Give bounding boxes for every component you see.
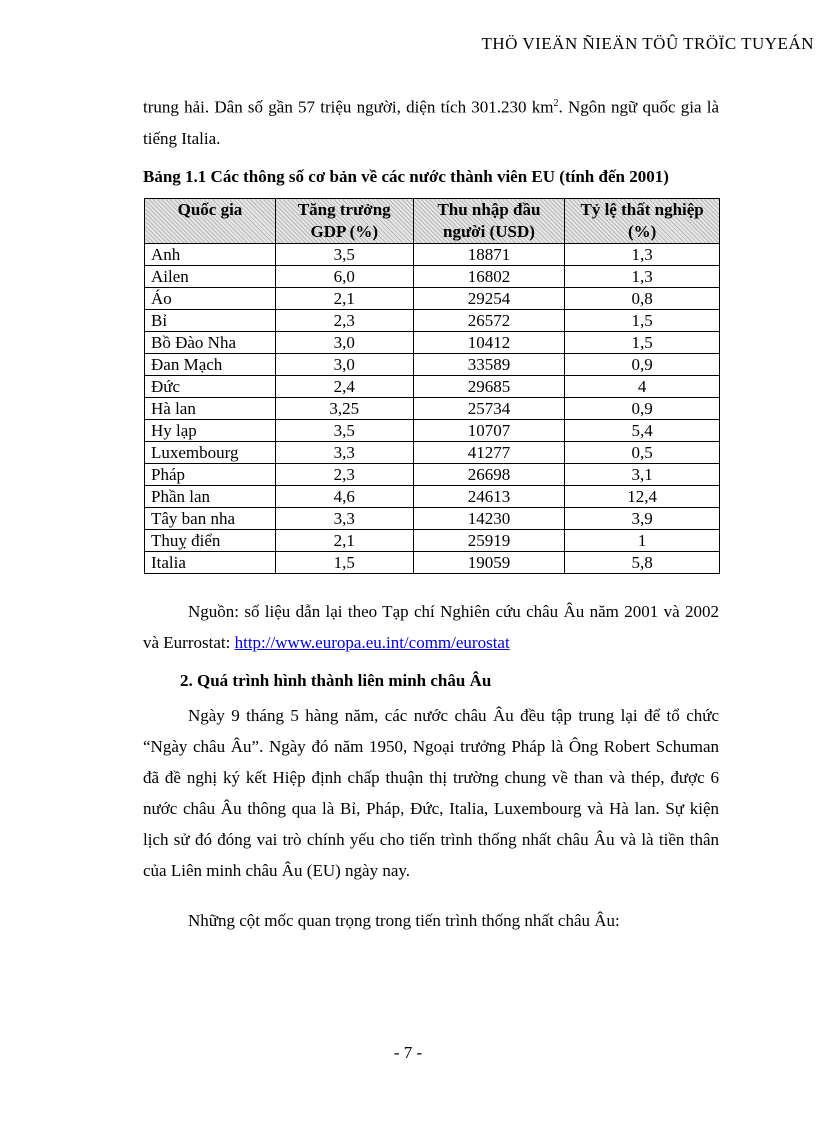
cell-unemployment: 4 bbox=[565, 376, 720, 398]
page-header: THÖ VIEÄN ÑIEÄN TÖÛ TRÖÏC TUYEÁN bbox=[481, 34, 814, 53]
superscript: 2 bbox=[553, 98, 559, 109]
cell-country: Bồ Đào Nha bbox=[145, 332, 276, 354]
cell-country: Hà lan bbox=[145, 398, 276, 420]
cell-country: Bỉ bbox=[145, 310, 276, 332]
cell-country: Pháp bbox=[145, 464, 276, 486]
cell-gdp: 3,5 bbox=[275, 420, 413, 442]
page-number: - 7 - bbox=[393, 1043, 423, 1062]
source-text: Nguồn: số liệu dẫn lại theo Tạp chí Nghiên cứu châu Âu năm 2001 và 2002 và Eurrostat: bbox=[143, 602, 719, 652]
table-body bbox=[145, 244, 720, 574]
header-unemployment: Tỷ lệ thất nghiệp (%) bbox=[565, 199, 720, 244]
cell-unemployment: 0,5 bbox=[565, 442, 720, 464]
cell-unemployment: 0,8 bbox=[565, 288, 720, 310]
cell-gdp: 4,6 bbox=[275, 486, 413, 508]
cell-income: 25734 bbox=[413, 398, 565, 420]
table-row bbox=[145, 288, 720, 310]
cell-gdp: 6,0 bbox=[275, 266, 413, 288]
body-paragraph: Ngày 9 tháng 5 hàng năm, các nước châu Âu đều tập trung lại để tổ chức “Ngày châu Âu”. Ngày đó năm 1950, Ngoại trưởng Pháp là Ông Robert Schuman đã đề nghị ký kết Hiệp định chấp thuận thị trường chung về than và thép, được 6 nước châu Âu thông qua là Bỉ, Pháp, Đức, Italia, Luxembourg và Hà lan. Sự kiện lịch sử đó đóng vai trò chính yếu cho tiến trình thống nhất châu Âu và là tiền thân của Liên minh châu Âu (EU) ngày nay. bbox=[143, 706, 719, 880]
cell-country: Italia bbox=[145, 552, 276, 574]
table-row bbox=[145, 552, 720, 574]
table-row bbox=[145, 244, 720, 266]
eurostat-link[interactable]: http://www.europa.eu.int/comm/eurostat bbox=[234, 633, 510, 652]
table-row bbox=[145, 310, 720, 332]
table-row bbox=[145, 530, 720, 552]
cell-gdp: 2,1 bbox=[275, 288, 413, 310]
cell-unemployment: 3,9 bbox=[565, 508, 720, 530]
cell-income: 29685 bbox=[413, 376, 565, 398]
source-note bbox=[143, 596, 719, 658]
table-row bbox=[145, 464, 720, 486]
cell-country: Luxembourg bbox=[145, 442, 276, 464]
intro-text-end: . Ngôn ngữ quốc gia là tiếng Italia. bbox=[143, 97, 720, 148]
cell-unemployment: 3,1 bbox=[565, 464, 720, 486]
cell-income: 18871 bbox=[413, 244, 565, 266]
table-row bbox=[145, 332, 720, 354]
eu-stats-table bbox=[144, 198, 720, 574]
cell-country: Anh bbox=[145, 244, 276, 266]
cell-unemployment: 5,4 bbox=[565, 420, 720, 442]
cell-income: 29254 bbox=[413, 288, 565, 310]
cell-income: 26572 bbox=[413, 310, 565, 332]
cell-gdp: 2,4 bbox=[275, 376, 413, 398]
cell-gdp: 2,3 bbox=[275, 310, 413, 332]
cell-gdp: 3,0 bbox=[275, 354, 413, 376]
header-country: Quốc gia bbox=[145, 199, 276, 244]
table-row bbox=[145, 508, 720, 530]
table-caption: Bảng 1.1 Các thông số cơ bản về các nước thành viên EU (tính đến 2001) bbox=[143, 167, 669, 186]
header-gdp: Tăng trưởng GDP (%) bbox=[275, 199, 413, 244]
cell-income: 14230 bbox=[413, 508, 565, 530]
table-header-row bbox=[145, 199, 720, 244]
cell-unemployment: 1,3 bbox=[565, 266, 720, 288]
cell-country: Đức bbox=[145, 376, 276, 398]
cell-gdp: 2,1 bbox=[275, 530, 413, 552]
cell-unemployment: 1,5 bbox=[565, 332, 720, 354]
table-row bbox=[145, 266, 720, 288]
cell-country: Đan Mạch bbox=[145, 354, 276, 376]
cell-gdp: 3,3 bbox=[275, 508, 413, 530]
cell-income: 19059 bbox=[413, 552, 565, 574]
cell-income: 33589 bbox=[413, 354, 565, 376]
table-row bbox=[145, 376, 720, 398]
cell-gdp: 3,0 bbox=[275, 332, 413, 354]
milestones-intro: Những cột mốc quan trọng trong tiến trình thống nhất châu Âu: bbox=[188, 911, 620, 930]
cell-country: Thuỵ điển bbox=[145, 530, 276, 552]
intro-text: trung hải. Dân số gần 57 triệu người, diện tích 301.230 km bbox=[143, 97, 554, 117]
cell-country: Tây ban nha bbox=[145, 508, 276, 530]
cell-income: 10412 bbox=[413, 332, 565, 354]
cell-unemployment: 1,3 bbox=[565, 244, 720, 266]
cell-gdp: 2,3 bbox=[275, 464, 413, 486]
cell-income: 16802 bbox=[413, 266, 565, 288]
table-row bbox=[145, 442, 720, 464]
intro-paragraph bbox=[143, 88, 719, 154]
cell-gdp: 1,5 bbox=[275, 552, 413, 574]
cell-income: 24613 bbox=[413, 486, 565, 508]
cell-income: 41277 bbox=[413, 442, 565, 464]
cell-income: 10707 bbox=[413, 420, 565, 442]
cell-unemployment: 12,4 bbox=[565, 486, 720, 508]
cell-country: Áo bbox=[145, 288, 276, 310]
cell-country: Ailen bbox=[145, 266, 276, 288]
cell-income: 26698 bbox=[413, 464, 565, 486]
cell-country: Phần lan bbox=[145, 486, 276, 508]
cell-income: 25919 bbox=[413, 530, 565, 552]
cell-country: Hy lạp bbox=[145, 420, 276, 442]
cell-unemployment: 5,8 bbox=[565, 552, 720, 574]
header-income: Thu nhập đầu người (USD) bbox=[413, 199, 565, 244]
table-row bbox=[145, 420, 720, 442]
table-row bbox=[145, 354, 720, 376]
cell-gdp: 3,5 bbox=[275, 244, 413, 266]
table-row bbox=[145, 398, 720, 420]
table-row bbox=[145, 486, 720, 508]
cell-unemployment: 1,5 bbox=[565, 310, 720, 332]
cell-unemployment: 1 bbox=[565, 530, 720, 552]
section-title: 2. Quá trình hình thành liên minh châu Âu bbox=[180, 671, 492, 690]
cell-gdp: 3,3 bbox=[275, 442, 413, 464]
cell-unemployment: 0,9 bbox=[565, 398, 720, 420]
cell-gdp: 3,25 bbox=[275, 398, 413, 420]
cell-unemployment: 0,9 bbox=[565, 354, 720, 376]
